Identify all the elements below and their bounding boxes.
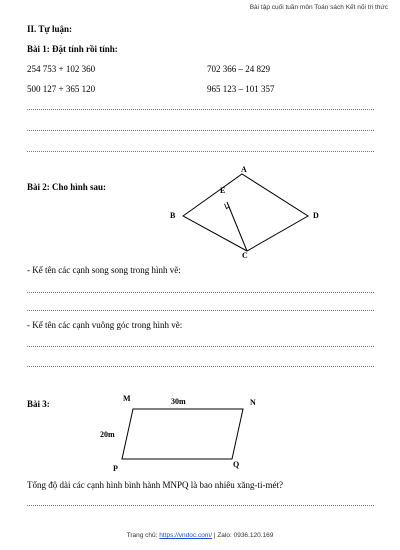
footer-homepage-link[interactable]: https://vndoc.com/	[159, 532, 213, 539]
point-c-label: C	[242, 251, 248, 260]
bai2-question-1: - Kể tên các cạnh song song trong hình vẽ:	[27, 265, 181, 275]
bai3-title: Bài 3:	[27, 399, 50, 409]
point-a-label: A	[241, 165, 247, 174]
point-d-label: D	[313, 211, 319, 220]
parallelogram-mnpq	[122, 409, 243, 459]
bai1-expr-1: 254 753 + 102 360	[27, 64, 96, 74]
bai2-title: Bài 2: Cho hình sau:	[27, 182, 107, 192]
point-b-label: B	[170, 211, 176, 220]
footer-prefix: Trang chủ:	[126, 532, 160, 539]
point-n-label: N	[250, 398, 256, 407]
footer-contact: | Zalo: 0936.120.169	[212, 532, 274, 539]
bai1-expr-4: 965 123 – 101 357	[207, 84, 275, 94]
bai1-expr-3: 500 127 + 365 120	[27, 84, 96, 94]
bai2-question-2: - Kể tên các cạnh vuông góc trong hình vẽ:	[27, 320, 183, 330]
length-mp-label: 20m	[100, 430, 115, 439]
point-m-label: M	[123, 394, 131, 403]
point-q-label: Q	[233, 460, 240, 469]
answer-line	[27, 505, 374, 506]
footer	[0, 532, 400, 539]
bai1-expr-2: 702 366 – 24 829	[207, 64, 270, 74]
bai3-question: Tổng độ dài các cạnh hình bình hành MNPQ là bao nhiêu xăng-ti-mét?	[27, 480, 283, 490]
header-note: Bài tập cuối tuần môn Toán sách Kết nối tri thức	[249, 4, 388, 11]
point-e-label: E	[220, 186, 226, 195]
length-mn-label: 30m	[171, 397, 186, 406]
point-p-label: P	[113, 464, 118, 473]
bai1-title: Bài 1: Đặt tính rồi tính:	[27, 44, 118, 54]
section-title: II. Tự luận:	[27, 24, 73, 34]
